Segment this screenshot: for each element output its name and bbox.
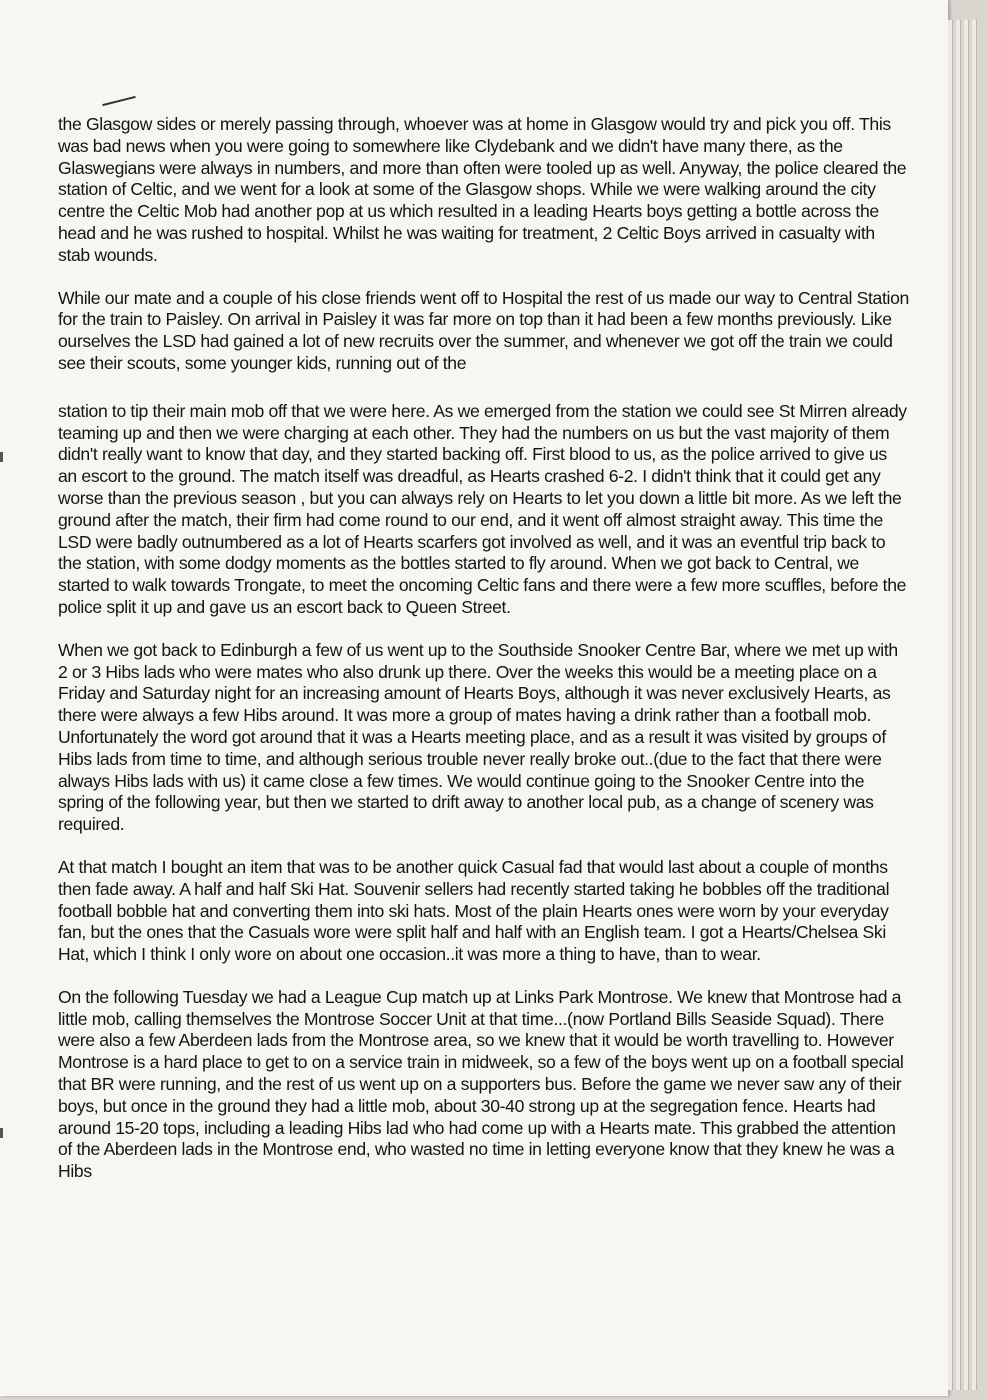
paragraph: At that match I bought an item that was to be another quick Casual fad that would last about a couple of months then fade away. A half and half Ski Hat. Souvenir sellers had recently started taking he bobbles off the traditional football bobble hat and converting them into ski hats. Most of the plain Hearts ones were worn by your everyday fan, but the ones that the Casuals wore were split half and half with an English team. I got a Hearts/Chelsea Ski Hat, which I think I only wore on about one occasion..it was more a thing to have, than to wear. <box>58 856 890 965</box>
paragraph: On the following Tuesday we had a League Cup match up at Links Park Montrose. We knew that Montrose had a little mob, calling themselves the Montrose Soccer Unit at that time...(now Portland Bills Seaside Squad). There were also a few Aberdeen lads from the Montrose area, so we knew that it would be worth travelling to. However Montrose is a hard place to get to on a service train in midweek, so a few of the boys went up on a football special that BR were running, and the rest of us went up on a supporters bus. Before the game we never saw any of their boys, but once in the ground they had a little mob, about 30-40 strong up at the segregation fence. Hearts had around 15-20 tops, including a leading Hibs lad who had come up with a Hearts mate. This grabbed the attention of the Aberdeen lads in the Montrose end, who wasted no time in letting everyone know that they knew he was a Hibs <box>58 986 904 1182</box>
paragraph: station to tip their main mob off that we were here. As we emerged from the station we could see St Mirren already teaming up and then we were charging at each other. They had the numbers on us but the vast majority of them didn't really want to know that day, and they started backing off. First blood to us, as the police arrived to give us an escort to the ground. The match itself was dreadful, as Hearts crashed 6-2. I didn't think that it could get any worse than the previous season , but you can always rely on Hearts to let you down a little bit more. As we left the ground after the match, their firm had come round to our end, and it went off almost straight away. This time the LSD were badly outnumbered as a lot of Hearts scarfers got involved as well, and it was an eventful trip back to the station, with some dodgy moments as the bottles started to fly around. When we got back to Central, we started to walk towards Trongate, to meet the oncoming Celtic fans and there were a few more scuffles, before the police split it up and gave us an escort back to Queen Street. <box>58 400 907 617</box>
paragraph: When we got back to Edinburgh a few of us went up to the Southside Snooker Centre Bar, where we met up with 2 or 3 Hibs lads who were mates who also drunk up there. Over the weeks this would be a meeting place on a Friday and Saturday night for an increasing amount of Hearts Boys, although it was never exclusively Hearts, as there were always a few Hibs around. It was more a group of mates having a drink rather than a football mob. Unfortunately the word got around that it was a Hearts meeting place, and as a result it was visited by groups of Hibs lads from time to time, and although serious trouble never really broke out..(due to the fact that there were always Hibs lads with us) it came close a few times. We would continue going to the Snooker Centre into the spring of the following year, but then we started to drift away to another local pub, as a change of scenery was required. <box>58 639 898 835</box>
paragraph: While our mate and a couple of his close friends went off to Hospital the rest of us made our way to Central Station for the train to Paisley. On arrival in Paisley it was far more on top than it had been a few months previously. Like ourselves the LSD had gained a lot of new recruits over the summer, and whenever we got off the train we could see their scouts, some younger kids, running out of the <box>58 287 909 373</box>
pen-mark <box>102 96 135 106</box>
page-stack-edge <box>948 20 953 1390</box>
page-stack-edge <box>956 20 961 1390</box>
paragraph: the Glasgow sides or merely passing through, whoever was at home in Glasgow would try and pick you off. This was bad news when you were going to somewhere like Clydebank and we didn't have many there, as the Glaswegians were always in numbers, and more than often were tooled up as well. Anyway, the police cleared the station of Celtic, and we went for a look at some of the Glasgow shops. While we were walking around the city centre the Celtic Mob had another pop at us which resulted in a leading Hearts boys getting a bottle across the head and he was rushed to hospital. Whilst he was waiting for treatment, 2 Celtic Boys arrived in casualty with stab wounds. <box>58 114 907 265</box>
binder-hole-mark <box>0 452 3 462</box>
article-body <box>58 114 910 1204</box>
binder-hole-mark <box>0 1128 3 1138</box>
page-gap <box>58 375 910 401</box>
page-stack-edge <box>964 20 969 1390</box>
page-stack-edge <box>972 20 977 1390</box>
